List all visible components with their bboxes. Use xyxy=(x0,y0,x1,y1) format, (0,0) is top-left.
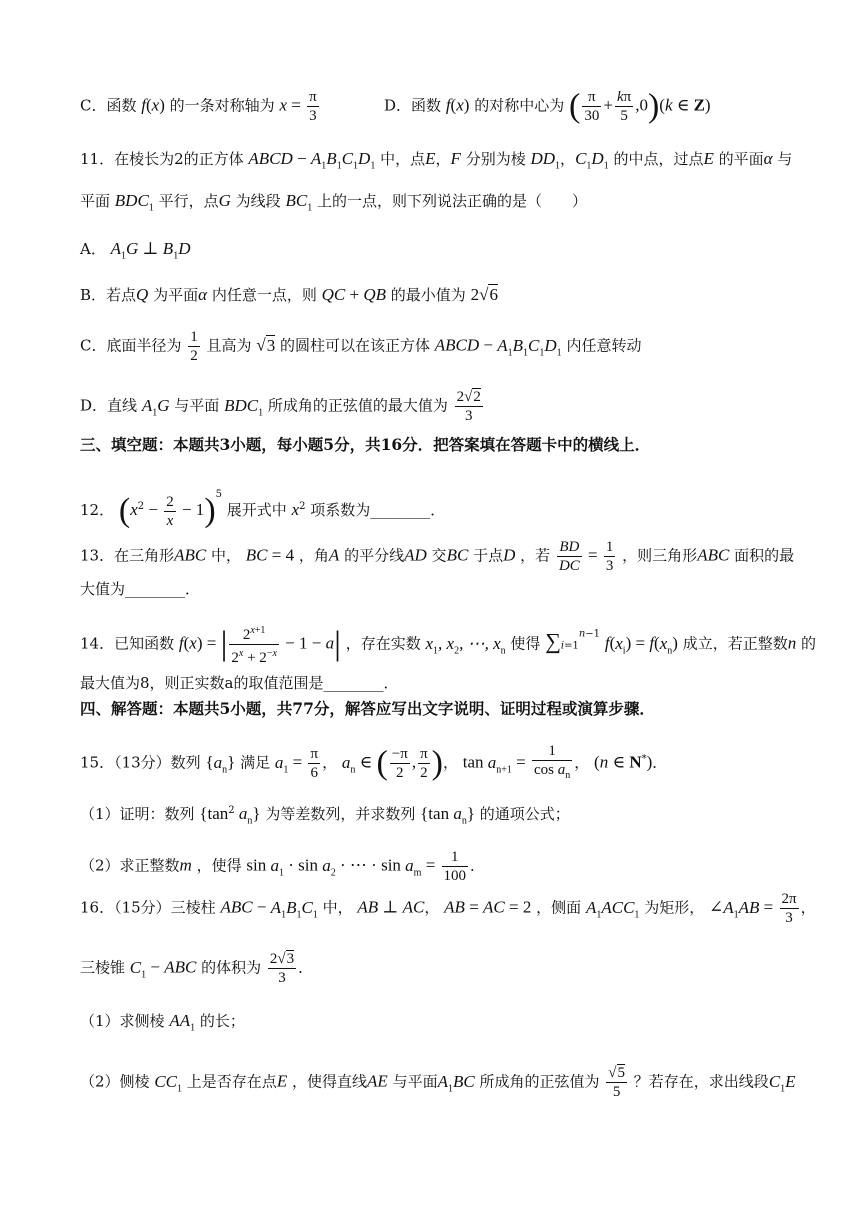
q11-option-d: D．直线 $A_1G$ 与平面 $BDC_1$ 所成角的正弦值的最大值为 $\frac{2√2}{3}$ xyxy=(80,389,481,424)
q14-line2: 最大值为8，则正实数a的取值范围是________． xyxy=(80,674,399,692)
q11-option-b: B．若点Q 为平面α 内任意一点，则 QC + QB 的最小值为 2√6 xyxy=(80,285,498,304)
section-4-heading: 四、解答题：本题共5小题，共77分，解答应写出文字说明、证明过程或演算步骤． xyxy=(80,699,655,718)
q11-option-a: A． $A_1G$ ⊥ $B_1D$ xyxy=(80,239,191,262)
q11-stem-line2: 平面 $BDC_1$ 平行，点G 为线段 $BC_1$ 上的一点，则下列说法正确的是（ ） xyxy=(80,191,587,214)
q16-part1: （1）求侧棱 $AA_1$ 的长； xyxy=(80,1011,245,1034)
q13-line1: 13．在三角形ABC 中， BC = 4 ，角A 的平分线AD 交BC 于点D ，若 $\frac{BD}{DC}$ = $\frac{1}{3}$ ，则三角形ABC 面积的最 xyxy=(80,539,795,574)
q10-option-d: D．函数 f(x) 的对称中心为 ( $\frac{\pi}{30}$ + $\frac{k\pi}{5}$ ,0)(k ∈ Z) xyxy=(384,87,711,125)
q16-stem-line1: 16．（15分）三棱柱 ABC − $A_1B_1C_1$ 中， AB ⊥ AC， AB = AC = 2 ，侧面 $A_1ACC_1$ 为矩形， $\angle A_1AB$ = $\frac{2\pi}{3}$ ， xyxy=(80,891,816,926)
q15-part2: （2）求正整数m ，使得 $\sin a_1 \cdot \sin a_2$ · ⋯ · $\sin a_m$ = $\frac{1}{100}$ ． xyxy=(80,849,486,884)
q14-line1: 14．已知函数 f(x) = | $\frac{2^{x+1}}{2^x + 2^{-x}}$ − 1 − a| ，存在实数 $x_1$, $x_2$, ⋯, $x_n$ 使得 $\sum i=1^{n-1}$ $f(x_i) = f(x_n)$ 成立，若正整数n 的 xyxy=(80,622,828,667)
q12: 12． ($x^2$ − $\frac{2}{x}$ − 1)$^5$ 展开式中 $x^2$ 项系数为________． xyxy=(80,489,446,529)
q15-part1: （1）证明：数列 {$\tan^2$ $a_n$} 为等差数列，并求数列 {tan $a_n$} 的通项公式； xyxy=(80,804,570,827)
q16-part2: （2）侧棱 $CC_1$ 上是否存在点E ，使得直线AE 与平面$A_1BC$ 所成角的正弦值为 $\frac{√5}{5}$ ？若存在，求出线段$C_1E$ xyxy=(80,1065,796,1100)
q11-option-c: C．底面半径为 $\frac{1}{2}$ 且高为 √3 的圆柱可以在该正方体 ABCD − $A_1B_1C_1D_1$ 内任意转动 xyxy=(80,329,642,364)
q11-stem-line1: 11．在棱长为2的正方体 ABCD − $A_1B_1C_1D_1$ 中，点E，F 分别为棱 $DD_1$，$C_1D_1$ 的中点，过点E 的平面α 与 xyxy=(80,149,793,172)
q15-stem: 15．（13分）数列 $\{a_n\}$ 满足 $a_1$ = $\frac{\pi}{6}$ ， $a_n$ ∈ ( $\frac{-\pi}{2}$ , $\frac{\pi}{2}$ )， $\tan a_{n+1}$ = $\frac{1}{\cos a_n}$ ， (n ∈ N*)． xyxy=(80,743,668,782)
section-3-heading: 三、填空题：本题共3小题，每小题5分，共16分．把答案填在答题卡中的横线上． xyxy=(80,435,651,454)
q13-line2: 大值为________． xyxy=(80,580,201,598)
q10-option-c: C．函数 f(x) 的一条对称轴为 x = $\frac{\pi}{3}$ xyxy=(80,89,317,124)
q16-stem-line2: 三棱锥 $C_1$ − ABC 的体积为 $\frac{2√3}{3}$ ． xyxy=(80,951,314,986)
